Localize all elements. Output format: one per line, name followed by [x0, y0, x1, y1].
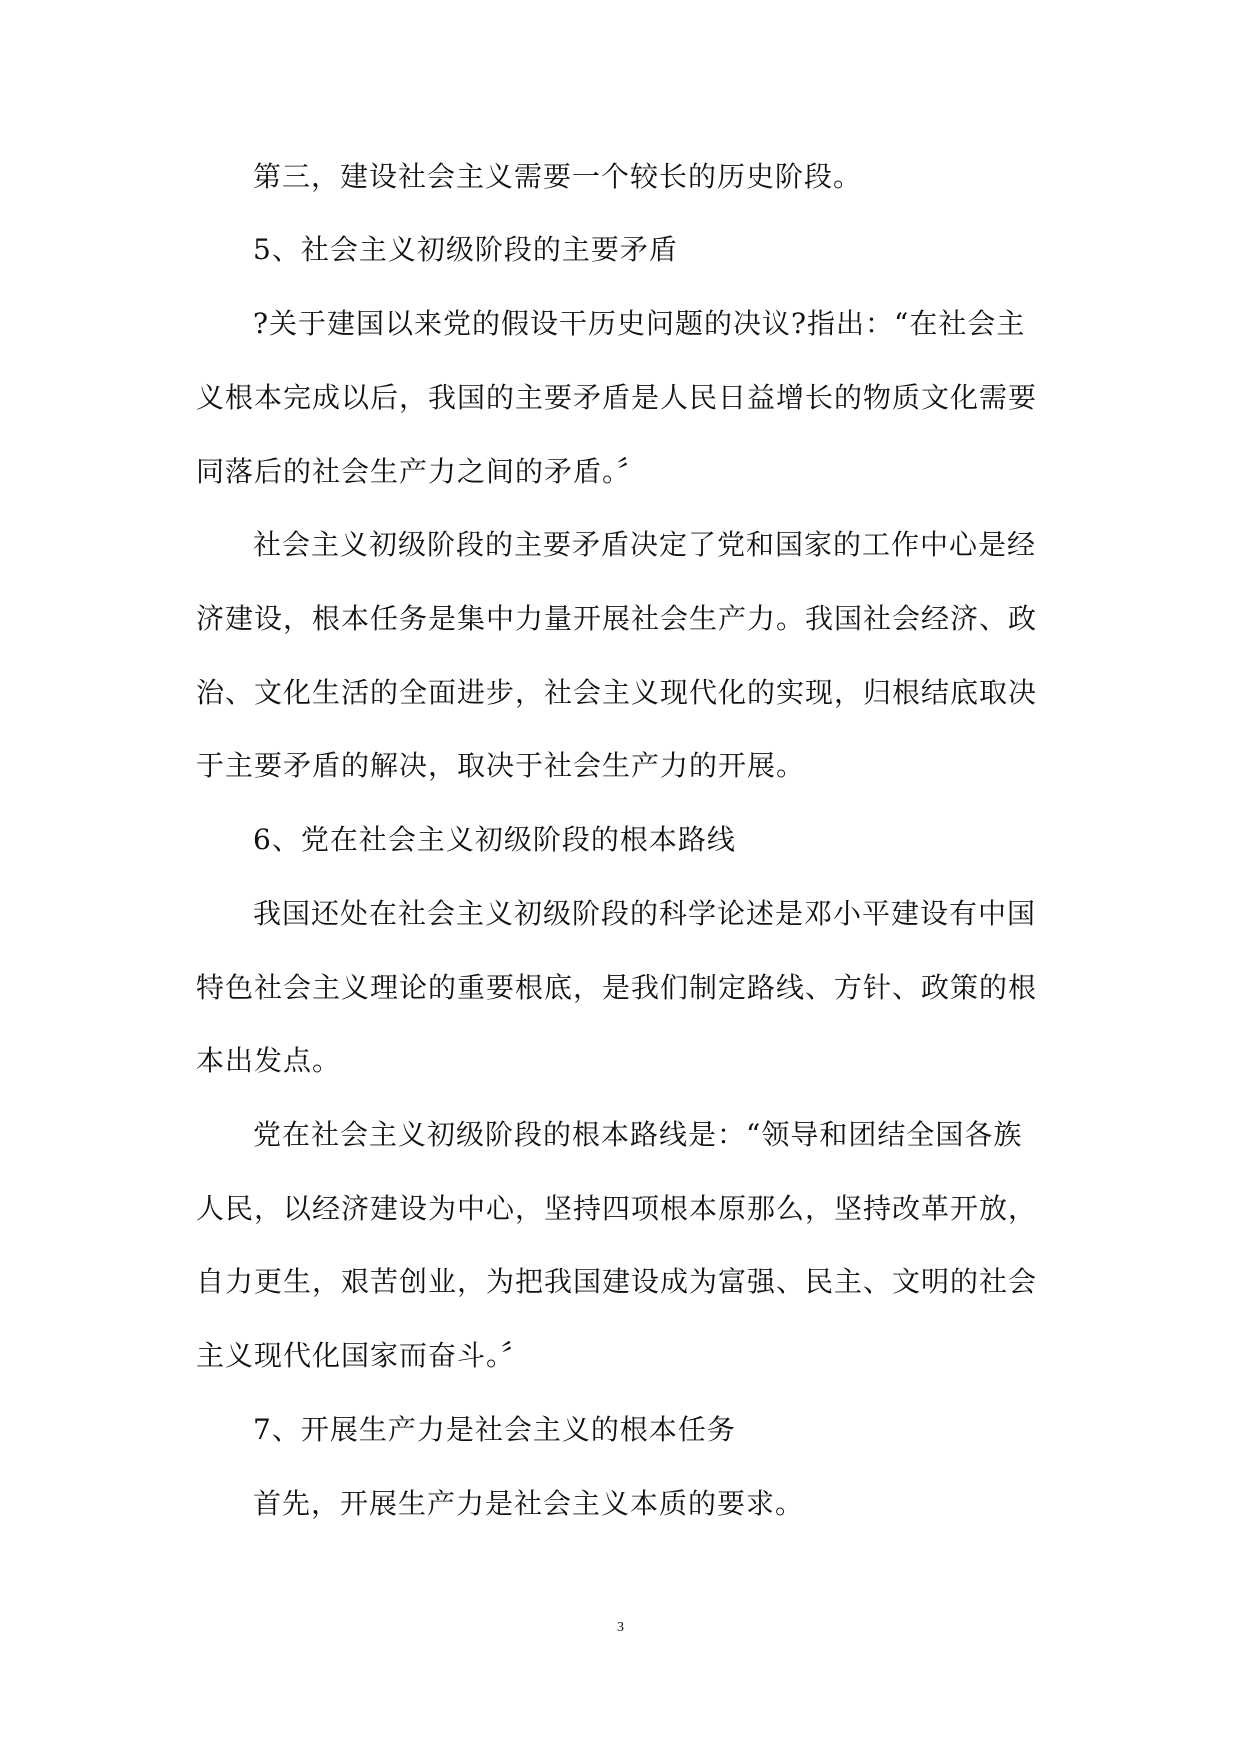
section-heading: 5、社会主义初级阶段的主要矛盾	[253, 233, 678, 266]
section-heading: 7、开展生产力是社会主义的根本任务	[253, 1413, 736, 1446]
paragraph-line: 首先，开展生产力是社会主义本质的要求。	[253, 1487, 805, 1520]
paragraph-line: ?关于建国以来党的假设干历史问题的决议?指出：“在社会主	[253, 307, 1026, 340]
paragraph-line: 义根本完成以后，我国的主要矛盾是人民日益增长的物质文化需要	[196, 381, 1038, 414]
paragraph-line: 同落后的社会生产力之间的矛盾。〞	[196, 455, 647, 488]
paragraph-line: 人民，以经济建设为中心，坚持四项根本原那么，坚持改革开放，	[196, 1192, 1038, 1225]
paragraph-line: 第三，建设社会主义需要一个较长的历史阶段。	[253, 160, 863, 193]
paragraph-line: 于主要矛盾的解决，取决于社会生产力的开展。	[196, 749, 806, 782]
page-number: 3	[617, 1620, 624, 1635]
paragraph-line: 自力更生，艰苦创业，为把我国建设成为富强、民主、文明的社会	[196, 1265, 1038, 1298]
paragraph-line: 党在社会主义初级阶段的根本路线是：“领导和团结全国各族	[253, 1118, 1023, 1151]
paragraph-line: 本出发点。	[196, 1044, 342, 1077]
paragraph-line: 治、文化生活的全面进步，社会主义现代化的实现，归根结底取决	[196, 676, 1038, 709]
section-heading: 6、党在社会主义初级阶段的根本路线	[253, 823, 736, 856]
paragraph-line: 社会主义初级阶段的主要矛盾决定了党和国家的工作中心是经	[253, 528, 1037, 561]
paragraph-line: 主义现代化国家而奋斗。〞	[196, 1339, 531, 1372]
paragraph-line: 我国还处在社会主义初级阶段的科学论述是邓小平建设有中国	[253, 897, 1037, 930]
paragraph-line: 济建设，根本任务是集中力量开展社会生产力。我国社会经济、政	[196, 602, 1038, 635]
paragraph-line: 特色社会主义理论的重要根底，是我们制定路线、方针、政策的根	[196, 971, 1038, 1004]
